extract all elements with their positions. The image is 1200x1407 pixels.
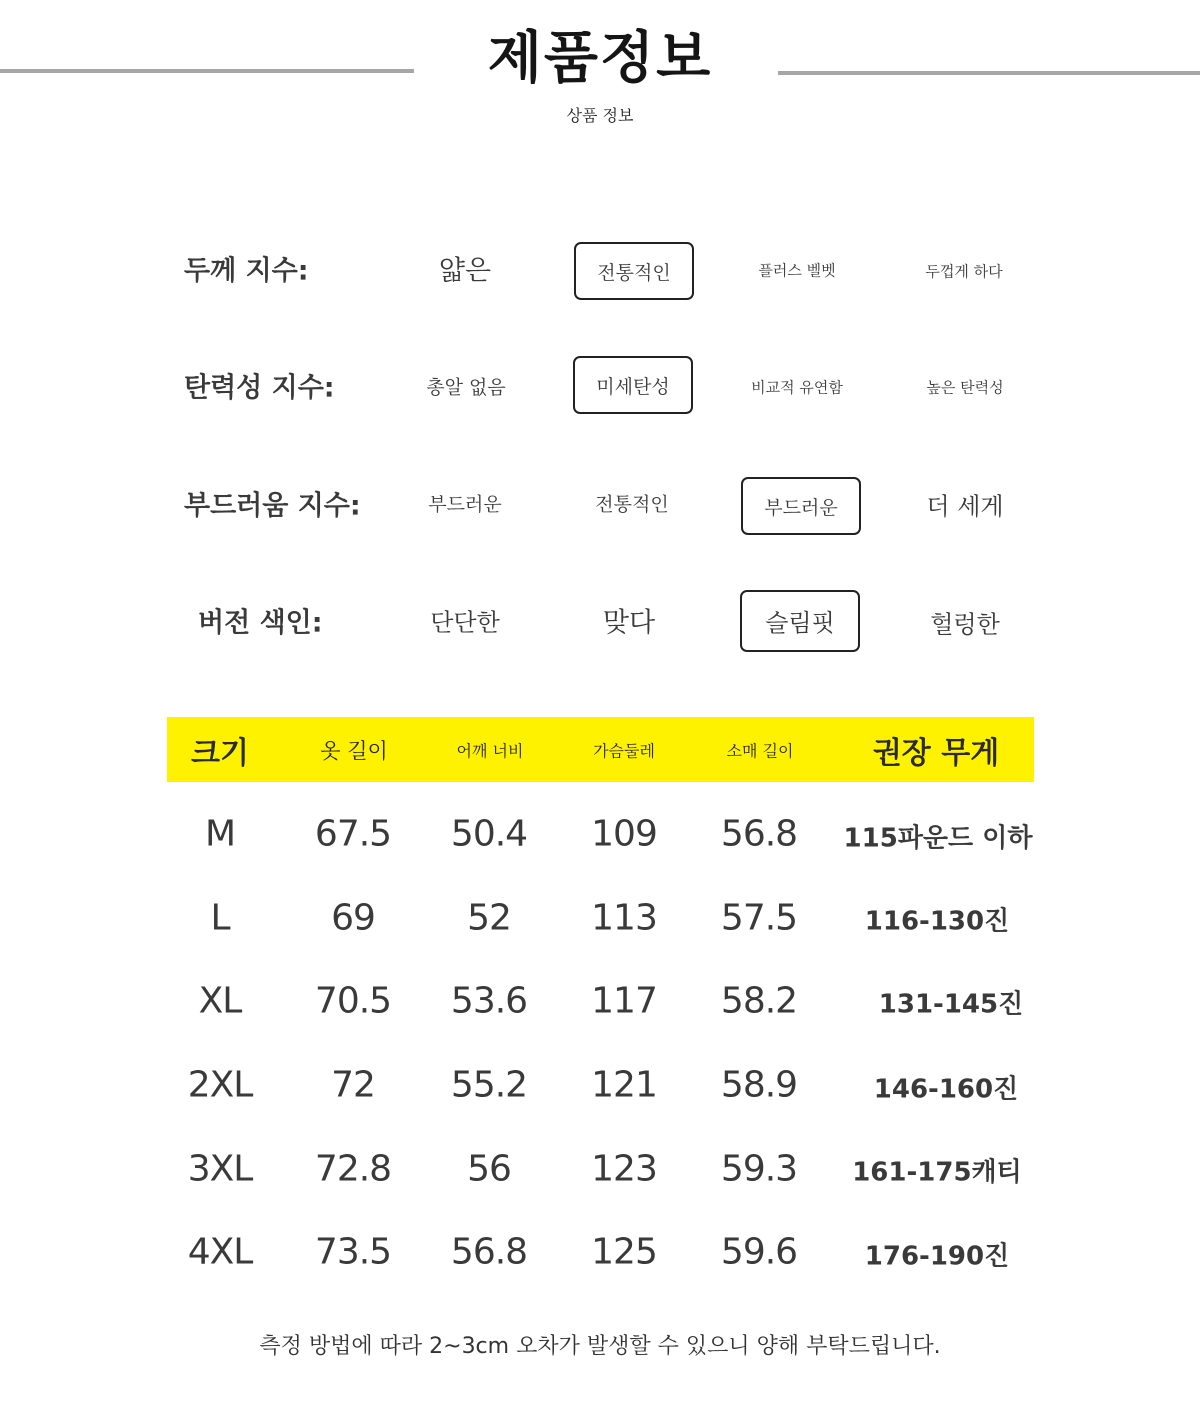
cell-size: 2XL — [187, 1064, 253, 1106]
cell-weight: 116-130진 — [864, 906, 1010, 937]
index-option-selected: 전통적인 — [574, 242, 694, 300]
index-option: 총알 없음 — [426, 376, 506, 399]
cell-size: XL — [198, 980, 242, 1022]
cell-chest: 125 — [591, 1231, 657, 1273]
index-option: 맞다 — [602, 607, 656, 639]
cell-shoulder: 53.6 — [450, 980, 528, 1022]
cell-shoulder: 50.4 — [450, 813, 528, 855]
size-table-header — [167, 717, 1034, 782]
cell-chest: 121 — [591, 1064, 657, 1106]
cell-shoulder: 55.2 — [450, 1064, 528, 1106]
index-option: 플러스 벨벳 — [758, 261, 836, 280]
cell-chest: 117 — [591, 980, 657, 1022]
index-option: 높은 탄력성 — [926, 378, 1004, 397]
cell-sleeve: 59.3 — [720, 1148, 798, 1190]
cell-size: 3XL — [187, 1148, 253, 1190]
cell-weight: 161-175캐티 — [852, 1157, 1022, 1188]
index-option: 단단한 — [430, 608, 500, 637]
header-chest: 가슴둘레 — [593, 741, 655, 760]
index-label: 버전 색인: — [198, 607, 323, 639]
cell-length: 72 — [331, 1064, 375, 1106]
index-option-selected: 미세탄성 — [573, 356, 693, 414]
cell-weight: 115파운드 이하 — [843, 823, 1033, 854]
cell-sleeve: 57.5 — [720, 897, 798, 939]
cell-length: 69 — [331, 897, 375, 939]
index-label: 부드러움 지수: — [184, 490, 361, 522]
index-option-selected: 부드러운 — [741, 477, 861, 535]
cell-shoulder: 52 — [467, 897, 511, 939]
cell-size: M — [204, 813, 236, 855]
index-option: 비교적 유연함 — [751, 378, 843, 397]
cell-sleeve: 58.9 — [720, 1064, 798, 1106]
cell-length: 67.5 — [314, 813, 392, 855]
cell-chest: 109 — [591, 813, 657, 855]
index-label: 탄력성 지수: — [184, 372, 335, 404]
index-label: 두께 지수: — [184, 255, 309, 287]
cell-chest: 123 — [591, 1148, 657, 1190]
cell-length: 73.5 — [314, 1231, 392, 1273]
index-option: 두껍게 하다 — [925, 262, 1003, 281]
measurement-note: 측정 방법에 따라 2~3cm 오차가 발생할 수 있으니 양해 부탁드립니다. — [259, 1334, 941, 1359]
cell-size: 4XL — [187, 1231, 253, 1273]
cell-length: 70.5 — [314, 980, 392, 1022]
cell-sleeve: 59.6 — [720, 1231, 798, 1273]
index-option: 헐렁한 — [930, 610, 1000, 639]
index-option-selected: 슬림핏 — [740, 590, 860, 652]
cell-weight: 131-145진 — [878, 989, 1024, 1020]
header-sleeve: 소매 길이 — [726, 741, 794, 760]
index-option: 부드러운 — [428, 493, 502, 516]
cell-sleeve: 58.2 — [720, 980, 798, 1022]
cell-chest: 113 — [591, 897, 657, 939]
index-option: 더 세게 — [926, 492, 1004, 521]
header-shoulder: 어깨 너비 — [456, 741, 524, 760]
cell-size: L — [210, 897, 230, 939]
cell-length: 72.8 — [314, 1148, 392, 1190]
header-size: 크기 — [191, 735, 249, 771]
index-option: 전통적인 — [595, 493, 669, 516]
cell-weight: 146-160진 — [873, 1074, 1019, 1105]
cell-weight: 176-190진 — [864, 1241, 1010, 1272]
cell-shoulder: 56.8 — [450, 1231, 528, 1273]
header-length: 옷 길이 — [320, 738, 388, 763]
header-weight: 권장 무게 — [872, 735, 1000, 771]
page-subtitle: 상품 정보 — [566, 106, 634, 125]
index-option: 얇은 — [438, 255, 492, 287]
cell-sleeve: 56.8 — [720, 813, 798, 855]
page-title: 제품정보 — [487, 26, 713, 91]
cell-shoulder: 56 — [467, 1148, 511, 1190]
